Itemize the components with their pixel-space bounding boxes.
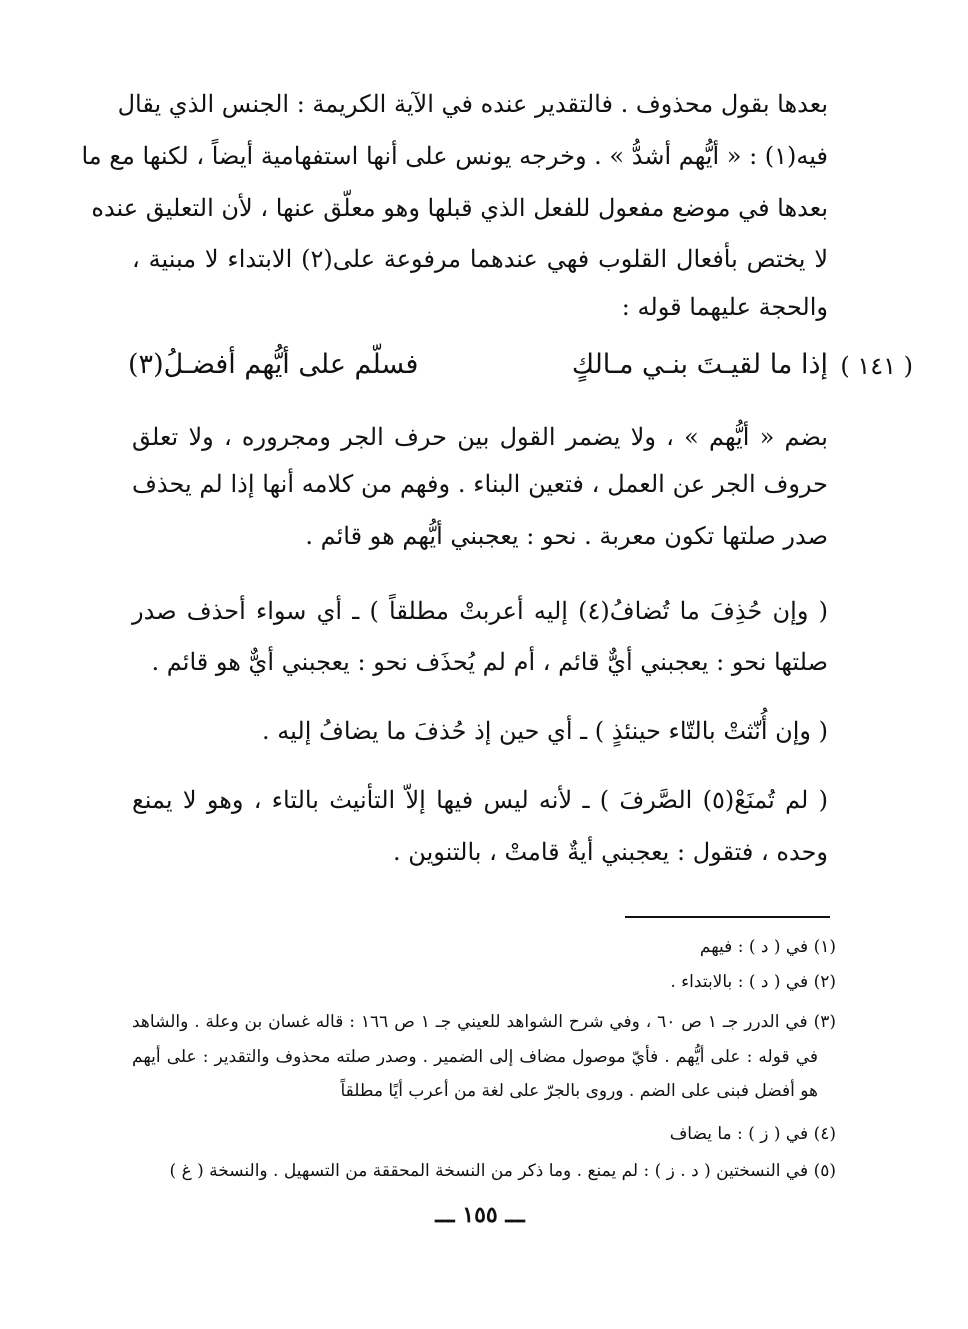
verse-number: ( ١٤١ ) bbox=[840, 352, 913, 380]
body-line: صدر صلتها تكون معربة . نحو : يعجبني أيُّهم هو قائم . bbox=[305, 522, 828, 550]
body-line: ( وإن أُنّثتْ بالتّاء حينئذٍ ) ـ أي حين إذ حُذفَ ما يضافُ إليه . bbox=[262, 717, 828, 745]
body-line: ( وإن حُذِفَ ما تُضافُ(٤) إليه أعربتْ مطلقاً ) ـ أي سواء أحذف صدر bbox=[132, 597, 828, 625]
body-line: لا يختص بأفعال القلوب فهي عندهما مرفوعة على(٢) الابتداء لا مبنية ، bbox=[132, 245, 829, 273]
body-line: ( لم تُمنَعْ(٥) الصَّرفَ ) ـ لأنه ليس فيها إلاّ التأنيث بالتاء ، وهو لا يمنع bbox=[132, 786, 829, 814]
verse-second-hemistich: فسلّم على أيُّهم أفضـلُ(٣) bbox=[128, 349, 419, 380]
footnote: (٥) في النسختين ( د . ز ) : لم يمنع . وما ذكر من النسخة المحققة من التسهيل . والنسخة ( غ ) bbox=[169, 1161, 836, 1181]
footnote: (٢) في ( د ) : بالابتداء . bbox=[670, 972, 836, 992]
body-line: والحجة عليهما قوله : bbox=[621, 293, 828, 321]
body-line: صلتها نحو : يعجبني أيٌّ قائم ، أم لم يُحذَف نحو : يعجبني أيٌّ هو قائم . bbox=[151, 648, 828, 676]
footnote-separator bbox=[625, 916, 830, 918]
footnote-continuation: في قوله : على أيُّهم . فأيّ موصول مضاف إلى الضمير . وصدر صلته محذوف والتقدير : على أيهم bbox=[132, 1047, 818, 1067]
verse-first-hemistich: إذا ما لقيـتَ بنـي مـالكٍ bbox=[571, 349, 828, 380]
page-number: ـــ ١٥٥ ـــ bbox=[435, 1202, 525, 1228]
footnote: (٤) في ( ز ) : ما يضاف bbox=[669, 1124, 836, 1144]
footnote-continuation: هو أفضل فبنى على الضم . وروى بالجرّ على لغة من أعرب أيًا مطلقاً bbox=[340, 1081, 818, 1101]
body-line: بعدها في موضع مفعول للفعل الذي قبلها وهو معلّق عنها ، لأن التعليق عنده bbox=[91, 194, 828, 222]
body-line: فيه(١) : « أيُّهم أشدُّ » . وخرجه يونس على أنها استفهامية أيضاً ، لكنها مع ما bbox=[81, 142, 828, 170]
body-line: حروف الجر عن العمل ، فتعين البناء . وفهم من كلامه أنها إذا لم يحذف bbox=[132, 470, 828, 498]
footnote: (١) في ( د ) : فيهم bbox=[699, 937, 836, 957]
body-line: وحده ، فتقول : يعجبني أيةٌ قامتْ ، بالتنوين . bbox=[393, 838, 828, 866]
footnote: (٣) في الدرر جـ ١ ص ٦٠ ، وفي شرح الشواهد للعيني جـ ١ ص ١٦٦ : قاله غسان بن وعلة . والشاهد bbox=[132, 1012, 836, 1032]
body-line: بعدها بقول محذوف . فالتقدير عنده في الآية الكريمة : الجنس الذي يقال bbox=[117, 90, 828, 118]
body-line: بضم « أيُّهم » ، ولا يضمر القول بين حرف الجر ومجروره ، ولا تعلق bbox=[132, 423, 828, 451]
